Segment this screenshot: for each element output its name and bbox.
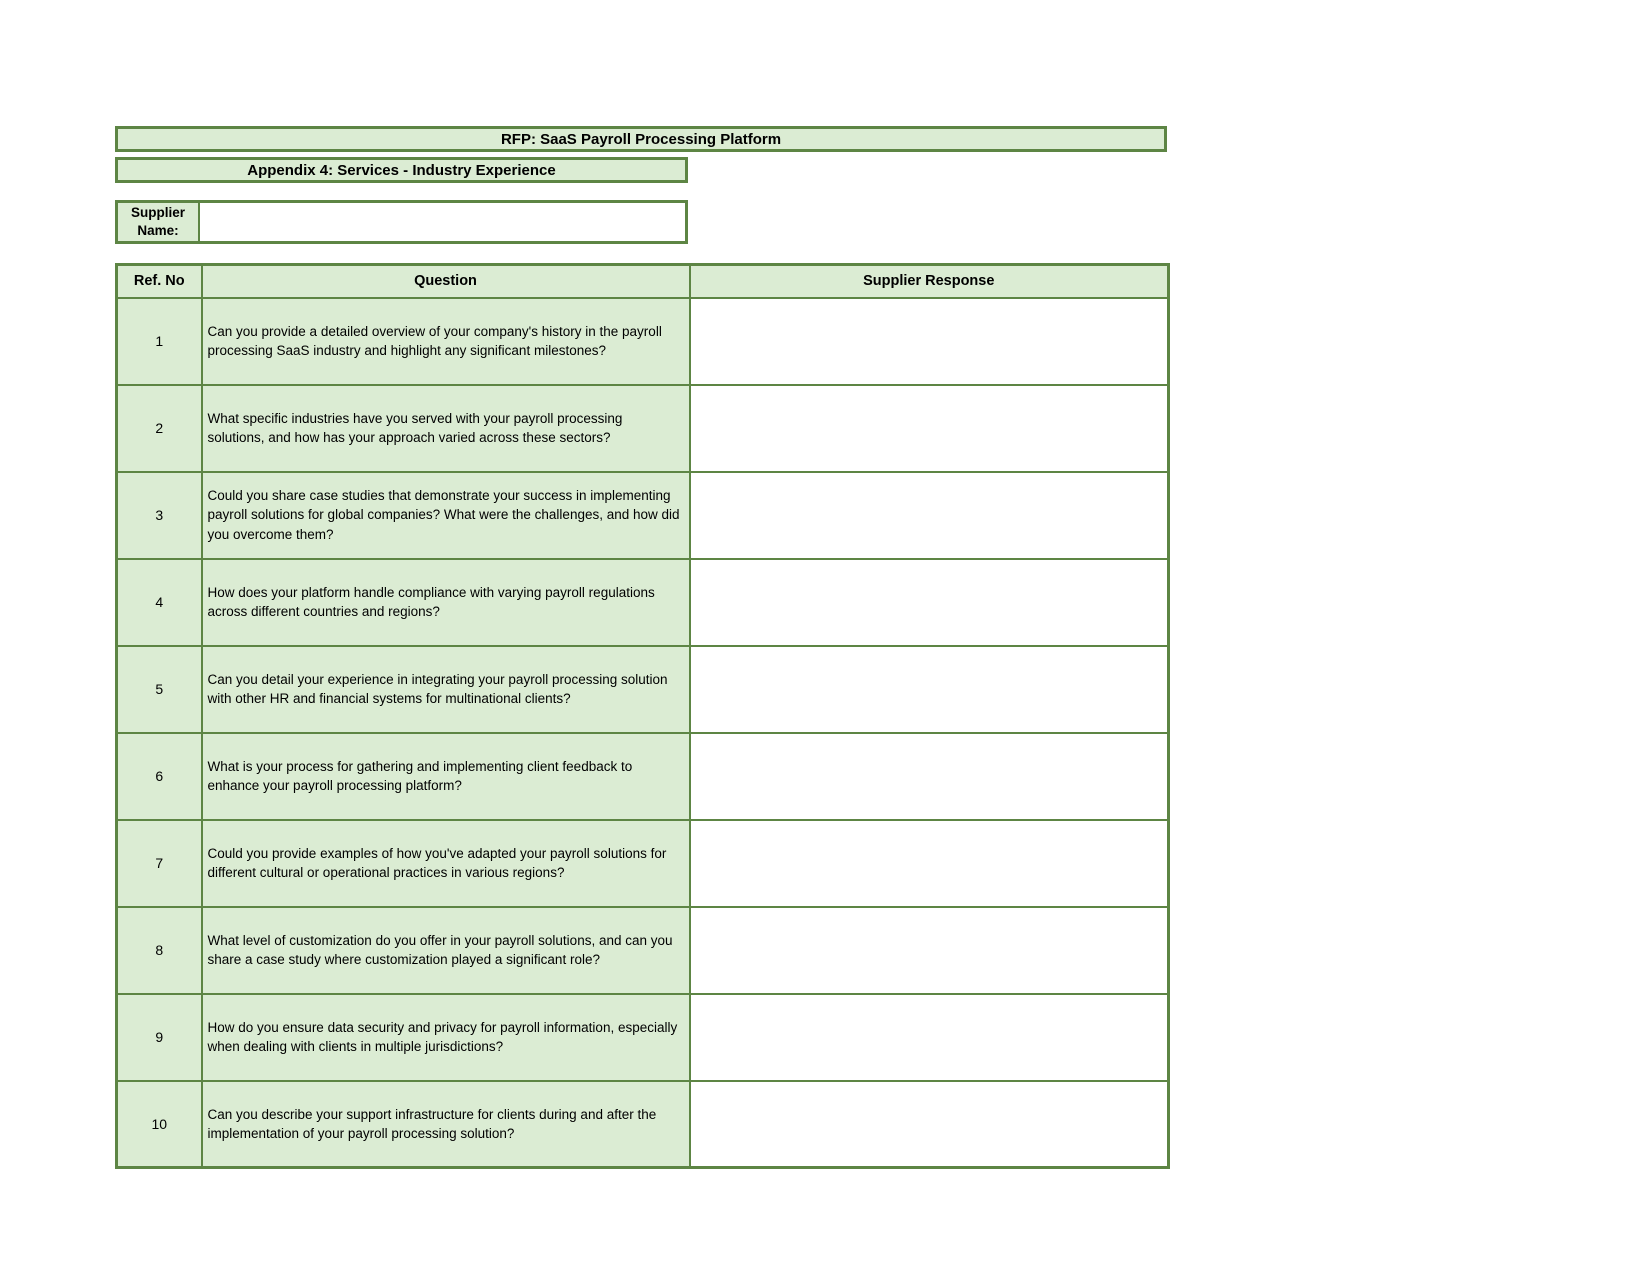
supplier-name-box [115,200,688,244]
ref-no-cell: 10 [117,1081,202,1168]
table-row [117,733,1169,820]
question-cell: Could you share case studies that demonstrate your success in implementing payroll solutions for global companies? What were the challenges, and how did you overcome them? [202,472,690,559]
response-cell[interactable] [690,994,1169,1081]
supplier-name-input[interactable] [200,203,685,241]
response-cell[interactable] [690,1081,1169,1168]
table-row [117,820,1169,907]
question-cell: Could you provide examples of how you've adapted your payroll solutions for different cultural or operational practices in various regions? [202,820,690,907]
table-header-row [117,265,1169,298]
column-header-question: Question [202,265,690,298]
table-row [117,472,1169,559]
ref-no-cell: 9 [117,994,202,1081]
table-row [117,1081,1169,1168]
response-cell[interactable] [690,907,1169,994]
question-cell: Can you provide a detailed overview of your company's history in the payroll processing SaaS industry and highlight any significant milestones? [202,298,690,385]
table-row [117,559,1169,646]
question-cell: What level of customization do you offer in your payroll solutions, and can you share a case study where customization played a significant role? [202,907,690,994]
questionnaire-table [115,263,1170,1169]
rfp-title-bar [115,126,1167,152]
table-row [117,646,1169,733]
ref-no-cell: 1 [117,298,202,385]
column-header-supplier-response: Supplier Response [690,265,1169,298]
table-row [117,907,1169,994]
appendix-title-bar [115,157,688,183]
response-cell[interactable] [690,733,1169,820]
column-header-ref-no: Ref. No [117,265,202,298]
ref-no-cell: 3 [117,472,202,559]
question-rows [117,298,1169,1168]
question-cell: How do you ensure data security and privacy for payroll information, especially when dealing with clients in multiple jurisdictions? [202,994,690,1081]
ref-no-cell: 6 [117,733,202,820]
table-row [117,385,1169,472]
question-cell: Can you describe your support infrastructure for clients during and after the implementation of your payroll processing solution? [202,1081,690,1168]
response-cell[interactable] [690,385,1169,472]
ref-no-cell: 4 [117,559,202,646]
table-row [117,298,1169,385]
table-row [117,994,1169,1081]
ref-no-cell: 2 [117,385,202,472]
question-cell: What is your process for gathering and implementing client feedback to enhance your payroll processing platform? [202,733,690,820]
response-cell[interactable] [690,298,1169,385]
response-cell[interactable] [690,820,1169,907]
question-cell: What specific industries have you served with your payroll processing solutions, and how has your approach varied across these sectors? [202,385,690,472]
response-cell[interactable] [690,472,1169,559]
response-cell[interactable] [690,646,1169,733]
response-cell[interactable] [690,559,1169,646]
ref-no-cell: 8 [117,907,202,994]
question-cell: Can you detail your experience in integrating your payroll processing solution with other HR and financial systems for multinational clients? [202,646,690,733]
ref-no-cell: 5 [117,646,202,733]
supplier-name-label: Supplier Name: [118,203,200,241]
appendix-title: Appendix 4: Services - Industry Experience [247,161,556,179]
ref-no-cell: 7 [117,820,202,907]
rfp-title: RFP: SaaS Payroll Processing Platform [500,130,782,148]
question-cell: How does your platform handle compliance with varying payroll regulations across different countries and regions? [202,559,690,646]
